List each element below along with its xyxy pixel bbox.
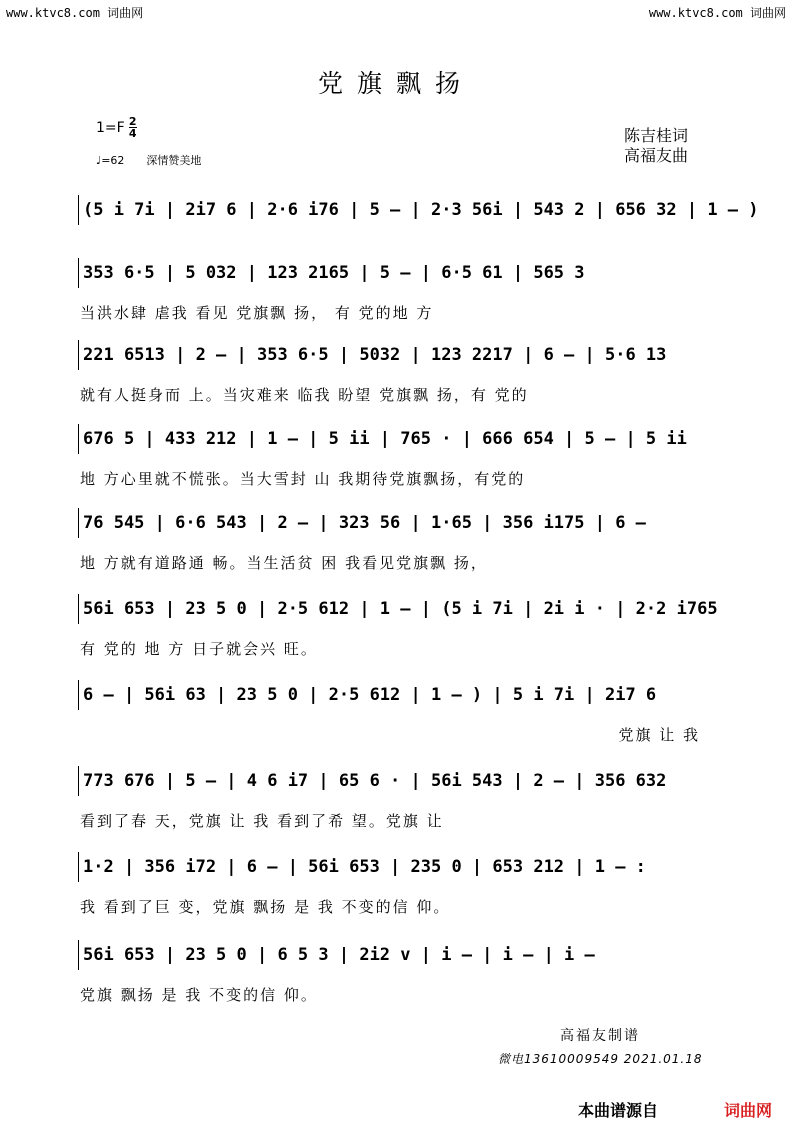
notation-line: 1·2 | 356 i72 | 6 – | 56i 653 | 235 0 | 653 212 | 1 – : xyxy=(78,852,716,882)
score-row-4 xyxy=(78,424,716,489)
source-label: 本曲谱源自 xyxy=(578,1101,659,1120)
notation-line: 676 5 | 433 212 | 1 – | 5 ii | 765 · | 666 654 | 5 – | 5 ii xyxy=(78,424,716,454)
tempo-mark: ♩=62 xyxy=(96,154,125,167)
composer: 高福友曲 xyxy=(624,146,689,165)
lyric-line: 有 党的 地 方 日子就会兴 旺。 xyxy=(80,640,318,658)
time-signature xyxy=(129,116,137,139)
notation-line: 56i 653 | 23 5 0 | 2·5 612 | 1 – | (5 i 7i | 2i i · | 2·2 i765 xyxy=(78,594,716,624)
lyric-line: 党旗 让 我 xyxy=(618,726,700,744)
notation-line: 353 6·5 | 5 032 | 123 2165 | 5 – | 6·5 61 | 565 3 xyxy=(78,258,716,288)
score-row-3 xyxy=(78,340,716,405)
lyric-line: 看到了春 天，党旗 让 我 看到了希 望。党旗 让 xyxy=(80,812,444,830)
lyric-line: 就有人挺身而 上。当灾难来 临我 盼望 党旗飘 扬，有 党的 xyxy=(80,386,529,404)
arranger-signature: 高福友制谱 xyxy=(560,1028,640,1044)
score-row-8 xyxy=(78,766,716,831)
site-url-left[interactable]: www.ktvc8.com 词曲网 xyxy=(6,6,144,20)
score-row-2 xyxy=(78,258,716,323)
time-top: 2 xyxy=(128,115,137,128)
lyric-line: 当洪水肆 虐我 看见 党旗飘 扬， 有 党的地 方 xyxy=(80,304,434,322)
site-url-right[interactable]: www.ktvc8.com 词曲网 xyxy=(648,6,786,20)
notation-line: 773 676 | 5 – | 4 6 i7 | 65 6 · | 56i 543 | 2 – | 356 632 xyxy=(78,766,716,796)
score-row-5 xyxy=(78,508,716,573)
tempo-line xyxy=(96,152,201,168)
notation-line: 76 545 | 6·6 543 | 2 – | 323 56 | 1·65 | 356 i175 | 6 – xyxy=(78,508,716,538)
lyricist: 陈吉桂词 xyxy=(624,126,689,145)
mood-mark: 深情赞美地 xyxy=(146,154,202,167)
lyric-line: 地 方就有道路通 畅。当生活贫 困 我看见党旗飘 扬， xyxy=(80,554,488,572)
score-row-6 xyxy=(78,594,716,659)
credits xyxy=(624,126,688,166)
song-title: 党旗飘扬 xyxy=(317,69,474,98)
key-signature xyxy=(96,116,137,139)
score-row-9 xyxy=(78,852,716,917)
brand-logo[interactable]: 词曲网 xyxy=(724,1101,773,1120)
lyric-line: 地 方心里就不慌张。当大雪封 山 我期待党旗飘扬，有党的 xyxy=(80,470,526,488)
notation-line: 6 – | 56i 63 | 23 5 0 | 2·5 612 | 1 – ) | 5 i 7i | 2i7 6 xyxy=(78,680,716,710)
score-row-1 xyxy=(78,195,759,225)
contact-date: 微电13610009549 2021.01.18 xyxy=(498,1052,703,1066)
time-bottom: 4 xyxy=(128,127,137,140)
key-label: 1=F xyxy=(96,119,125,136)
notation-line: 221 6513 | 2 – | 353 6·5 | 5032 | 123 2217 | 6 – | 5·6 13 xyxy=(78,340,716,370)
notation-line: (5 i 7i | 2i7 6 | 2·6 i76 | 5 – | 2·3 56i | 543 2 | 656 32 | 1 – ) xyxy=(78,195,716,225)
score-row-7 xyxy=(78,680,716,745)
lyric-line: 党旗 飘扬 是 我 不变的信 仰。 xyxy=(80,986,318,1004)
notation-line: 56i 653 | 23 5 0 | 6 5 3 | 2i2 v | i – | i – | i – xyxy=(78,940,716,970)
lyric-line: 我 看到了巨 变，党旗 飘扬 是 我 不变的信 仰。 xyxy=(80,898,451,916)
score-row-10 xyxy=(78,940,716,1005)
